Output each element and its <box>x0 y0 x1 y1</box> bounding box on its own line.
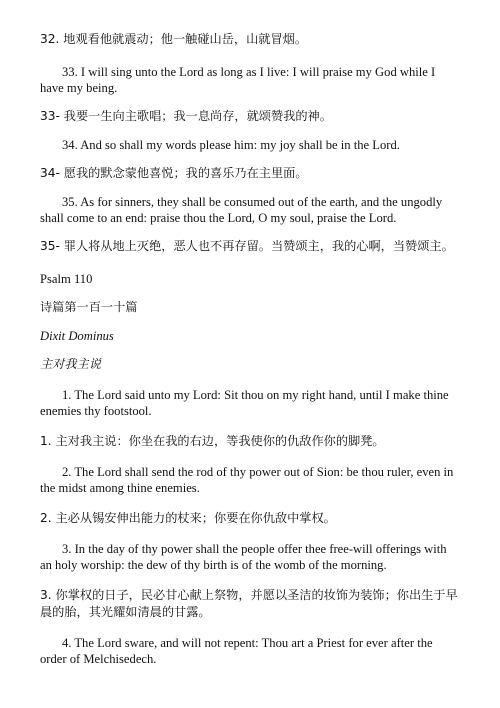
psalm110-verse-4-english: 4. The Lord sware, and will not repent: Thou art a Priest for ever after the order of Melchisedech. <box>40 636 433 666</box>
verse-35-english: 35. As for sinners, they shall be consumed out of the earth, and the ungodly shall come to an end: praise thou the Lord, O my soul, praise the Lord. <box>40 195 443 225</box>
verse-33-chinese: 33- 我要一生向主歌唱；我一息尚存，就颂赞我的神。 <box>40 109 332 123</box>
psalm110-verse-2-english: 2. The Lord shall send the rod of thy power out of Sion: be thou ruler, even in the midst among thine enemies. <box>40 465 454 495</box>
psalm110-verse-3-chinese: 3. 你掌权的日子，民必甘心献上祭物，并愿以圣洁的妆饰为装饰；你出生于早晨的胎，其光耀如清晨的甘露。 <box>40 588 458 619</box>
psalm-subtitle-chinese: 主对我主说 <box>40 357 101 371</box>
psalm-latin-title: Dixit Dominus <box>40 329 114 343</box>
verse-32-chinese: 32. 地观看他就震动；他一触碰山岳，山就冒烟。 <box>40 32 308 46</box>
psalm-title-chinese: 诗篇第一百一十篇 <box>40 300 138 314</box>
psalm-title-english: Psalm 110 <box>40 272 93 286</box>
verse-33-english: 33. I will sing unto the Lord as long as I live: I will praise my God while I have my being. <box>40 65 436 95</box>
verse-34-english: 34. And so shall my words please him: my joy shall be in the Lord. <box>62 138 400 152</box>
verse-34-chinese: 34- 愿我的默念蒙他喜悦；我的喜乐乃在主里面。 <box>40 166 308 180</box>
psalm110-verse-1-english: 1. The Lord said unto my Lord: Sit thou on my right hand, until I make thine enemies thy footstool. <box>40 388 449 418</box>
verse-35-chinese: 35- 罪人将从地上灭绝，恶人也不再存留。当赞颂主，我的心啊，当赞颂主。 <box>40 239 454 253</box>
psalm110-verse-1-chinese: 1. 主对我主说：你坐在我的右边，等我使你的仇敌作你的脚凳。 <box>40 434 385 448</box>
psalm110-verse-3-english: 3. In the day of thy power shall the people offer thee free-will offerings with an holy worship: the dew of thy birth is of the womb of the morning. <box>40 542 447 572</box>
psalm110-verse-2-chinese: 2. 主必从锡安伸出能力的杖来；你要在你仇敌中掌权。 <box>40 511 336 525</box>
